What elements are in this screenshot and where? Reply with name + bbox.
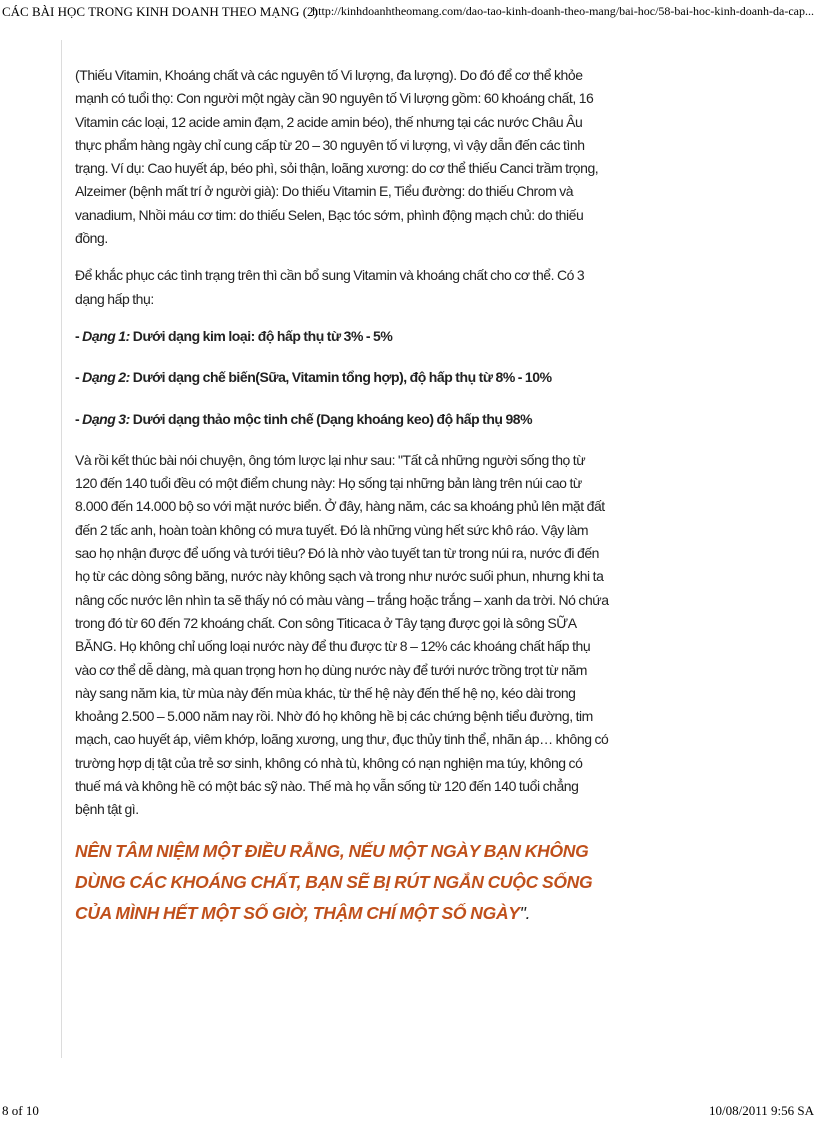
article-body (75, 64, 610, 943)
form-text: Dưới dạng thảo mộc tinh chế (Dạng khoáng keo) độ hấp thụ 98% (129, 410, 533, 427)
left-divider (61, 40, 62, 1058)
form-prefix: - (75, 327, 83, 344)
print-date: 10/08/2011 9:56 SA (709, 1103, 814, 1118)
paragraph-summary: Và rồi kết thúc bài nói chuyện, ông tóm lược lại như sau: "Tất cả những người sống thọ từ 120 đến 140 tuổi đều có một điểm chung này: Họ sống tại những bản làng trên núi cao từ 8.000 đến 14.000 bộ so với mặt nước biển. Ở đây, hàng năm, các sa khoáng phủ lên mặt đất đến 2 tấc anh, hoàn toàn không có mưa tuyết. Đó là những vùng hết sức khô ráo. Vậy làm sao họ nhận được để uống và tưới tiêu? Đó là nhờ vào tuyết tan từ trong núi ra, nước đi đến họ từ các dòng sông băng, nước này không sạch và trong như nước suối phun, nhưng khi ta nâng cốc nước lên nhìn ta sẽ thấy nó có màu vàng – trắng hoặc trắng – xanh da trời. Nó chứa trong đó từ 60 đến 72 khoáng chất. Con sông Titicaca ở Tây tạng được gọi là sông SỮA BĂNG. Họ không chỉ uống loại nước này để thu được từ 8 – 12% các khoáng chất hấp thụ vào cơ thể dễ dàng, mà quan trọng hơn họ dùng nước này để tưới nước trồng trọt từ năm này sang năm kia, từ mùa này đến mùa khác, từ thế hệ này đến thế hệ nọ, kéo dài trong khoảng 2.500 – 5.000 năm nay rồi. Nhờ đó họ không hề bị các chứng bệnh tiểu đường, tim mạch, cao huyết áp, viêm khớp, loãng xương, ung thư, đục thủy tinh thể, nhãn áp… không có trường hợp dị tật của trẻ sơ sinh, không có nhà tù, không có nạn nghiện ma túy, không có thuế má và không hề có một bác sỹ nào. Thế mà họ vẫn sống từ 120 đến 140 tuổi chẳng bệnh tật gì. (75, 451, 609, 818)
form-label: Dạng 2: (82, 369, 130, 386)
form-text: Dưới dạng chế biến(Sữa, Vitamin tổng hợp), độ hấp thụ từ 8% - 10% (129, 369, 552, 386)
form-prefix: - (75, 369, 83, 386)
page-header-title: CÁC BÀI HỌC TRONG KINH DOANH THEO MẠNG (2) (2, 4, 318, 19)
highlight-quote (75, 836, 610, 929)
page-header-url: http://kinhdoanhtheomang.com/dao-tao-kinh-doanh-theo-mang/bai-hoc/58-bai-hoc-kinh-doanh-da-cap... (312, 4, 814, 18)
form-text: Dưới dạng kim loại: độ hấp thụ từ 3% - 5% (129, 327, 393, 344)
absorption-form-3 (75, 408, 610, 431)
paragraph-deficiency: (Thiếu Vitamin, Khoáng chất và các nguyên tố Vi lượng, đa lượng). Do đó để cơ thể khỏe mạnh có tuổi thọ: Con người một ngày cần 90 nguyên tố Vi lượng gồm: 60 khoáng chất, 16 Vitamin các loại, 12 acide amin đạm, 2 acide amin béo), thế nhưng tại các nước Châu Âu thực phẩm hàng ngày chỉ cung cấp từ 20 – 30 nguyên tố vi lượng, vì vậy dẫn đến các tình trạng. Ví dụ: Cao huyết áp, béo phì, sỏi thận, loãng xương: do cơ thể thiếu Canci trầm trọng, Alzeimer (bệnh mất trí ở người già): Do thiếu Vitamin E, Tiểu đường: do thiếu Chrom và vanadium, Nhồi máu cơ tim: do thiếu Selen, Bạc tóc sớm, phình động mạch chủ: do thiếu đồng. (75, 67, 599, 247)
highlight-tail: ". (519, 902, 531, 923)
highlight-text: NÊN TÂM NIỆM MỘT ĐIỀU RẰNG, NẾU MỘT NGÀY BẠN KHÔNG DÙNG CÁC KHOÁNG CHẤT, BẠN SẼ BỊ RÚT NGẮN CUỘC SỐNG CỦA MÌNH HẾT MỘT SỐ GIỜ, THẬM CHÍ MỘT SỐ NGÀY (75, 840, 593, 923)
absorption-form-2 (75, 366, 610, 389)
form-label: Dạng 1: (82, 327, 130, 344)
form-prefix: - (75, 410, 83, 427)
form-label: Dạng 3: (82, 410, 130, 427)
absorption-form-1 (75, 325, 610, 348)
paragraph-absorption-intro: Để khắc phục các tình trạng trên thì cần bổ sung Vitamin và khoáng chất cho cơ thể. Có 3 dạng hấp thụ: (75, 267, 585, 307)
page-number: 8 of 10 (2, 1103, 39, 1118)
